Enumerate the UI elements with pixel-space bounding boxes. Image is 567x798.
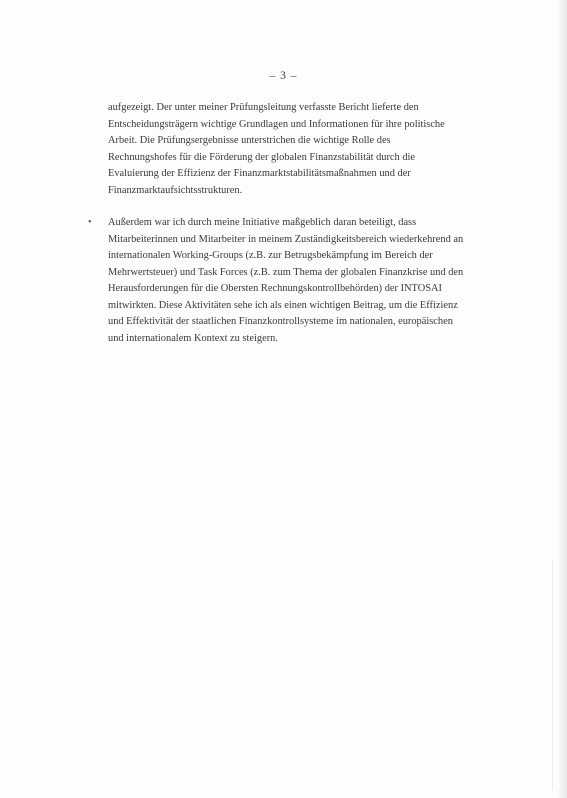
scan-edge-shadow bbox=[557, 0, 567, 798]
paragraph-line: Entscheidungsträgern wichtige Grundlagen und Informationen für ihre politische bbox=[108, 118, 445, 130]
paragraph-line: Evaluierung der Effizienz der Finanzmarktstabilitätsmaßnahmen und der bbox=[108, 168, 411, 179]
paragraph-line: und Effektivität der staatlichen Finanzkontrollsysteme im nationalen, europäischen bbox=[108, 316, 453, 327]
paragraph-continuation bbox=[108, 100, 513, 199]
paragraph-line: Arbeit. Die Prüfungsergebnisse unterstrichen die wichtige Rolle des bbox=[108, 135, 391, 146]
paragraph-line: internationalen Working-Groups (z.B. zur Betrugsbekämpfung im Bereich der bbox=[108, 250, 433, 261]
paragraph-line: Mehrwertsteuer) und Task Forces (z.B. zum Thema der globalen Finanzkrise und den bbox=[108, 266, 464, 278]
bullet-paragraph bbox=[108, 215, 513, 347]
scan-edge-line bbox=[552, 560, 553, 790]
paragraph-line: aufgezeigt. Der unter meiner Prüfungsleitung verfasste Bericht lieferte den bbox=[108, 102, 419, 113]
bullet-icon: • bbox=[88, 217, 92, 228]
paragraph-line: mitwirkten. Diese Aktivitäten sehe ich als einen wichtigen Beitrag, um die Effizienz bbox=[108, 299, 458, 311]
paragraph-line: Außerdem war ich durch meine Initiative maßgeblich daran beteiligt, dass bbox=[108, 217, 417, 228]
paragraph-line: Rechnungshofes für die Förderung der globalen Finanzstabilität durch die bbox=[108, 151, 416, 163]
paragraph-line: Mitarbeiterinnen und Mitarbeiter in meinem Zuständigkeitsbereich wiederkehrend an bbox=[108, 233, 464, 245]
paragraph-line: Finanzmarktaufsichtsstrukturen. bbox=[108, 184, 243, 196]
paragraph-line: Herausforderungen für die Obersten Rechnungskontrollbehörden) der INTOSAI bbox=[108, 283, 442, 294]
paragraph-line: und internationalem Kontext zu steigern. bbox=[108, 332, 278, 344]
page-number: – 3 – bbox=[269, 70, 298, 82]
